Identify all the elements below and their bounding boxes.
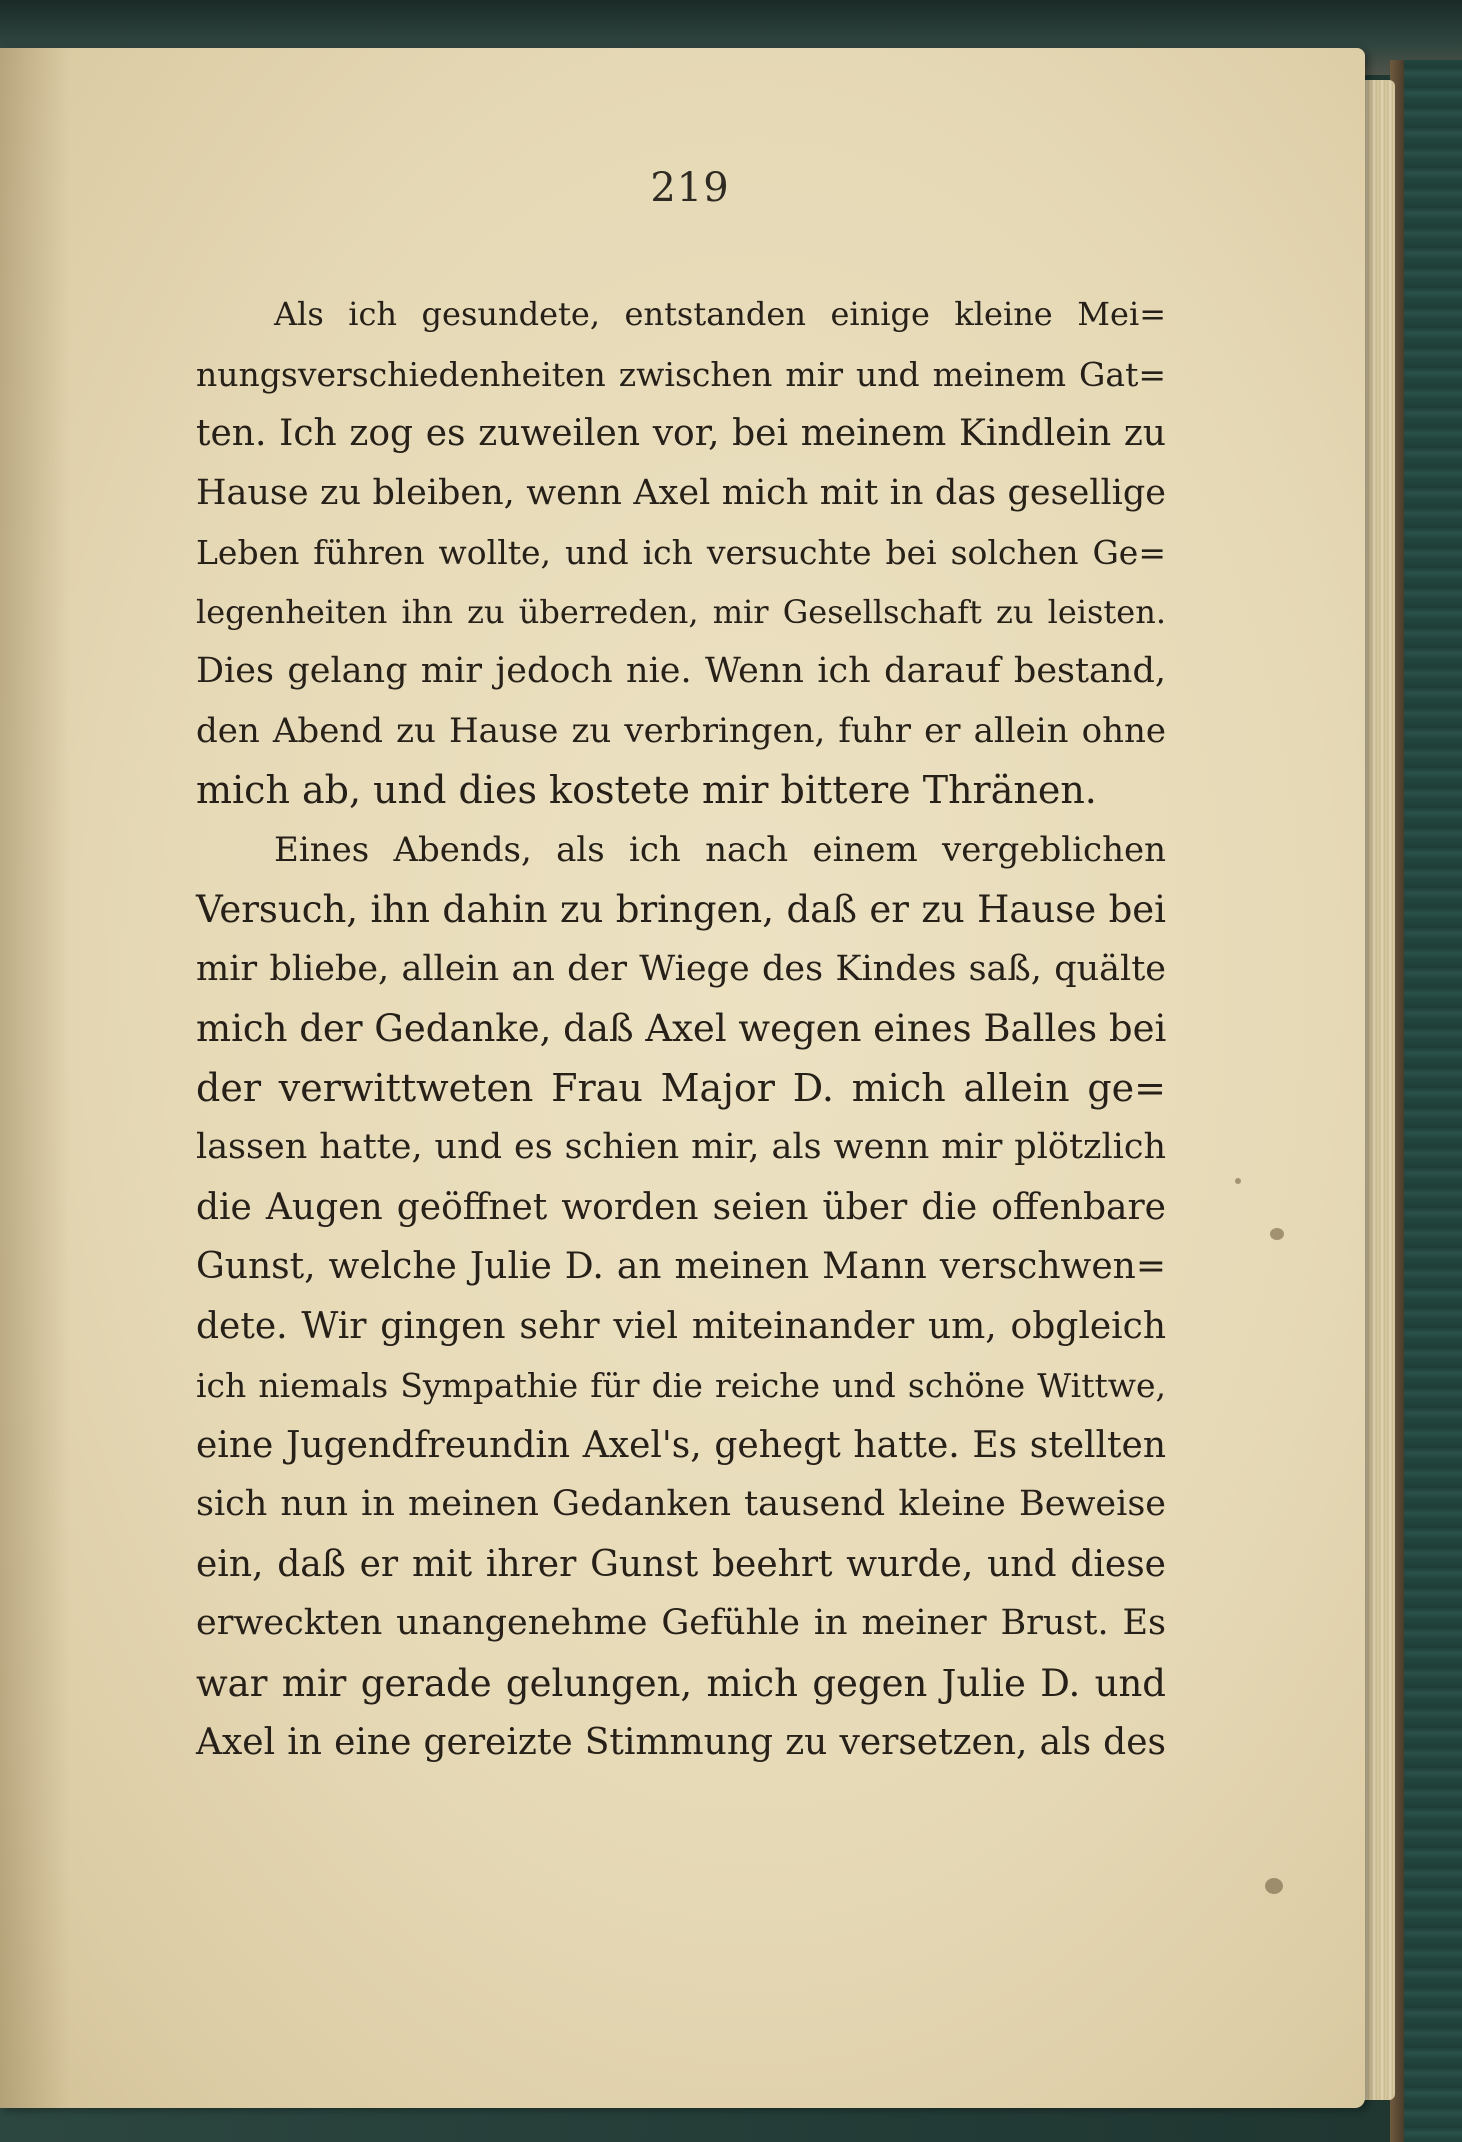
text-line: ein, daß er mit ihrer Gunst beehrt wurde, und diese (196, 1543, 1166, 1585)
page-gutter-shadow (0, 48, 70, 2108)
text-line: Axel in eine gereizte Stimmung zu versetzen, als des (196, 1722, 1166, 1763)
text-line: Hause zu bleiben, wenn Axel mich mit in das gesellige (196, 472, 1166, 513)
paper-stain (1235, 1178, 1241, 1184)
book-cover-right (1395, 60, 1462, 2142)
text-line: legenheiten ihn zu überreden, mir Gesellschaft zu leisten. (196, 592, 1166, 631)
text-line: Als ich gesundete, entstanden einige kleine Mei= (274, 295, 1166, 333)
text-line: lassen hatte, und es schien mir, als wenn mir plötzlich (196, 1127, 1166, 1167)
paper-stain (1265, 1878, 1283, 1894)
text-line: mich der Gedanke, daß Axel wegen eines Balles bei (196, 1007, 1167, 1050)
text-line: erweckten unangenehme Gefühle in meiner Brust. Es (196, 1603, 1166, 1643)
text-line: eine Jugendfreundin Axel's, gehegt hatte. Es stellten (196, 1424, 1166, 1466)
text-line: ten. Ich zog es zuweilen vor, bei meinem Kindlein zu (196, 413, 1166, 454)
text-line: Eines Abends, als ich nach einem vergeblichen (274, 829, 1166, 870)
text-line: Gunst, welche Julie D. an meinen Mann verschwen= (196, 1246, 1166, 1287)
text-line: ich niemals Sympathie für die reiche und schöne Wittwe, (196, 1366, 1166, 1405)
paper-stain (1270, 1228, 1284, 1240)
text-line: Dies gelang mir jedoch nie. Wenn ich darauf bestand, (196, 651, 1166, 691)
text-line: sich nun in meinen Gedanken tausend kleine Beweise (196, 1484, 1166, 1524)
text-line: den Abend zu Hause zu verbringen, fuhr er allein ohne (196, 710, 1166, 751)
text-line: Leben führen wollte, und ich versuchte bei solchen Ge= (196, 533, 1166, 572)
page-number: 219 (650, 165, 730, 211)
text-line: der verwittweten Frau Major D. mich allein ge= (196, 1065, 1166, 1110)
text-line: war mir gerade gelungen, mich gegen Julie D. und (196, 1661, 1166, 1705)
text-line: Versuch, ihn dahin zu bringen, daß er zu Hause bei (196, 888, 1166, 931)
text-line: mich ab, und dies kostete mir bittere Thränen. (196, 768, 1097, 812)
text-line: dete. Wir gingen sehr viel miteinander um, obgleich (196, 1305, 1166, 1347)
body-text (196, 285, 1166, 1773)
text-line: die Augen geöffnet worden seien über die offenbare (196, 1186, 1166, 1228)
text-line: nungsverschiedenheiten zwischen mir und meinem Gat= (196, 354, 1166, 394)
text-line: mir bliebe, allein an der Wiege des Kindes saß, quälte (196, 948, 1166, 989)
